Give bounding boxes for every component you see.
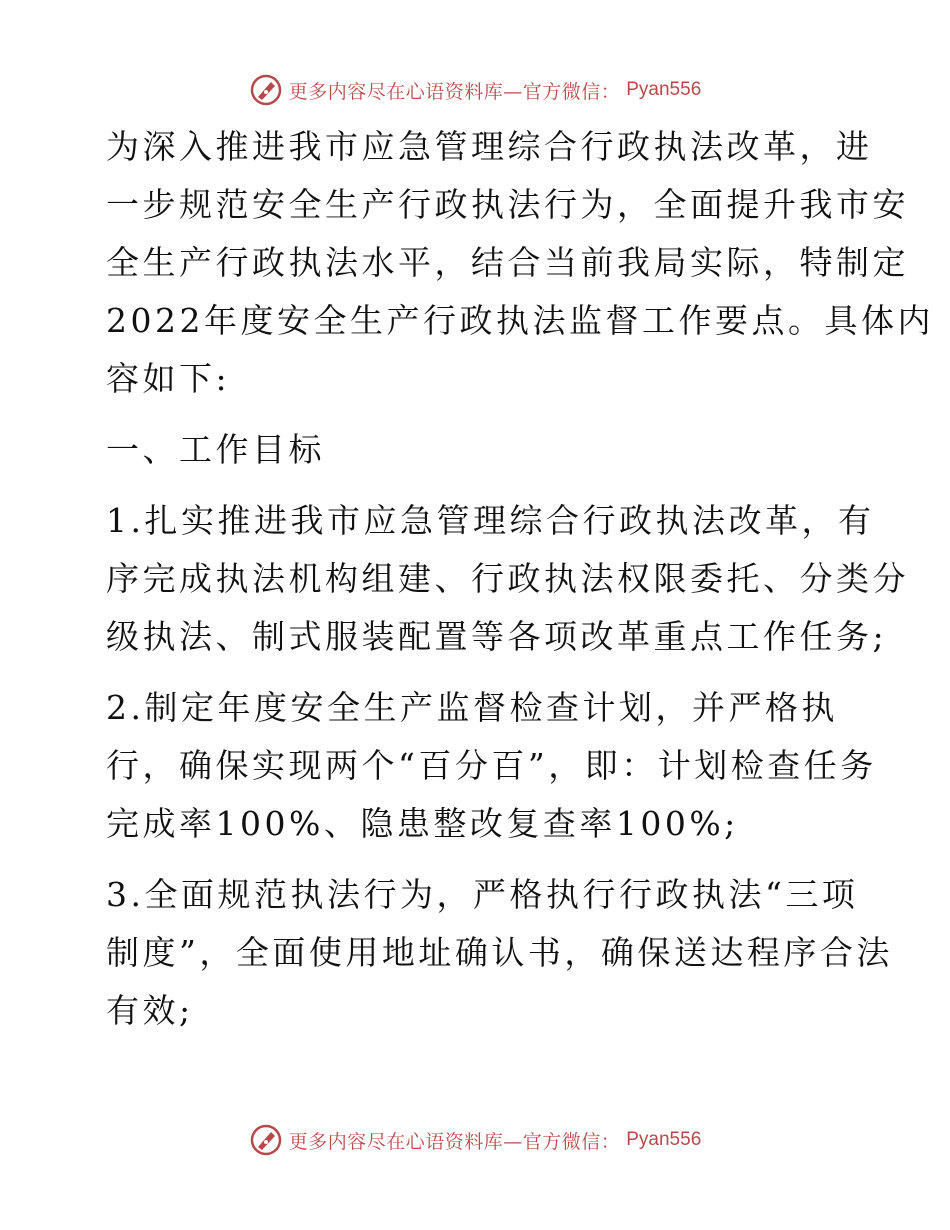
text-line: 行，确保实现两个“百分百”，即：计划检查任务 (106, 746, 877, 785)
list-item-2 (98, 679, 877, 853)
text-line: 为深入推进我市应急管理综合行政执法改革，进 (106, 127, 873, 166)
text-line: 一步规范安全生产行政执法行为，全面提升我市安 (106, 185, 909, 224)
text-line: 制度”，全面使用地址确认书，确保送达程序合法 (106, 933, 893, 972)
text-line: 全生产行政执法水平，结合当前我局实际，特制定 (106, 243, 909, 282)
pen-nib-circle-icon (249, 1123, 283, 1157)
text-line: 2022年度安全生产行政执法监督工作要点。具体内 (106, 301, 934, 340)
text-line: 有效; (106, 991, 194, 1030)
footer-watermark (0, 1120, 950, 1160)
intro-paragraph (98, 118, 934, 408)
list-item-3 (98, 866, 893, 1040)
list-item-1 (98, 492, 909, 666)
text-line: 完成率100%、隐患整改复查率100%; (106, 804, 739, 843)
text-line: 级执法、制式服装配置等各项改革重点工作任务; (106, 617, 888, 656)
heading-text: 一、工作目标 (106, 430, 325, 469)
watermark-text: 更多内容尽在心语资料库—官方微信： (288, 1130, 621, 1153)
header-watermark (0, 70, 950, 110)
pen-nib-circle-icon (249, 73, 283, 107)
text-line: 2.制定年度安全生产监督检查计划，并严格执 (106, 688, 838, 727)
text-line: 序完成执法机构组建、行政执法权限委托、分类分 (106, 559, 909, 598)
text-line: 容如下: (106, 359, 231, 398)
text-line: 1.扎实推进我市应急管理综合行政执法改革，有 (106, 501, 875, 540)
section-heading (98, 421, 858, 479)
watermark-wechat-id: Pyan556 (626, 1129, 702, 1150)
text-line: 3.全面规范执法行为，严格执行行政执法“三项 (106, 875, 859, 914)
watermark-text: 更多内容尽在心语资料库—官方微信： (288, 80, 621, 103)
watermark-wechat-id: Pyan556 (626, 79, 702, 100)
document-body (98, 118, 934, 1053)
